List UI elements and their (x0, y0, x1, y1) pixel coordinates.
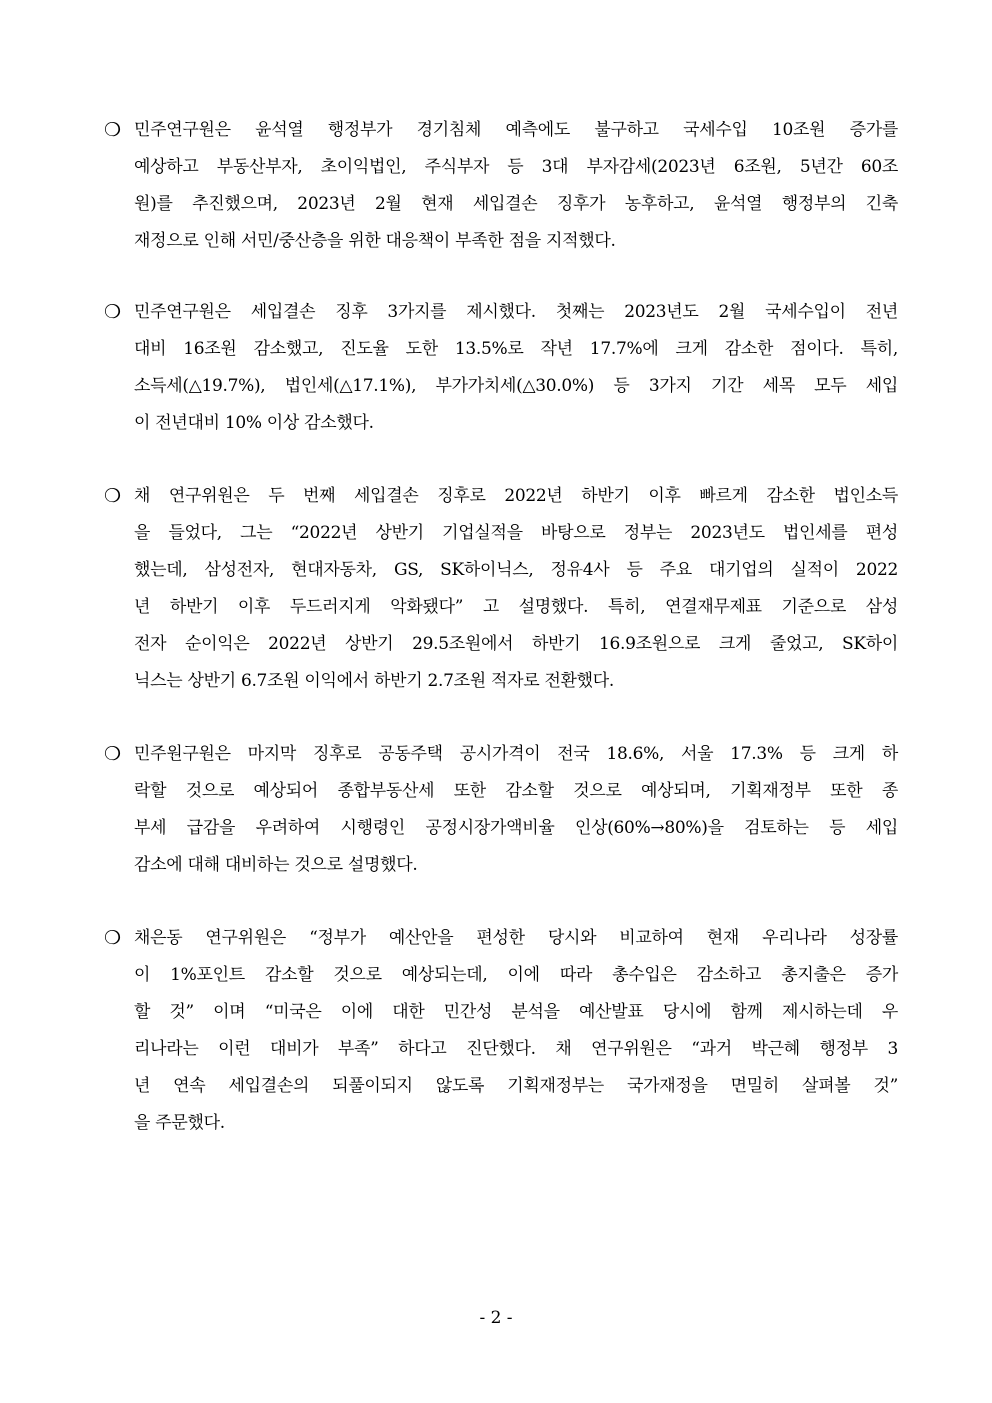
text-line: 민주연구원은 세입결손 징후 3가지를 제시했다. 첫째는 2023년도 2월 국세수입이 전년 (134, 302, 898, 322)
text-line: 이 전년대비 10% 이상 감소했다. (134, 413, 374, 433)
text-line: 락할 것으로 예상되어 종합부동산세 또한 감소할 것으로 예상되며, 기획재정부 또한 종 (134, 781, 898, 801)
text-line: 재정으로 인해 서민/중산층을 위한 대응책이 부족한 점을 지적했다. (134, 231, 616, 251)
text-line: 원)를 추진했으며, 2023년 2월 현재 세입결손 징후가 농후하고, 윤석열 행정부의 긴축 (134, 194, 898, 214)
text-line: 리나라는 이런 대비가 부족” 하다고 진단했다. 채 연구위원은 “과거 박근혜 행정부 3 (134, 1039, 898, 1059)
text-line: 이 1%포인트 감소할 것으로 예상되는데, 이에 따라 총수입은 감소하고 총지출은 증가 (134, 965, 898, 985)
text-line: 채은동 연구위원은 “정부가 예산안을 편성한 당시와 비교하여 현재 우리나라 성장률 (134, 928, 898, 948)
text-line: 전자 순이익은 2022년 상반기 29.5조원에서 하반기 16.9조원으로 크게 줄었고, SK하이 (134, 634, 898, 654)
text-line: 년 연속 세입결손의 되풀이되지 않도록 기획재정부는 국가재정을 면밀히 살펴볼 것” (134, 1076, 898, 1096)
text-line: 민주연구원은 윤석열 행정부가 경기침체 예측에도 불구하고 국세수입 10조원 증가를 (134, 120, 898, 140)
text-line: 예상하고 부동산부자, 초이익법인, 주식부자 등 3대 부자감세(2023년 6조원, 5년간 60조 (134, 157, 898, 177)
text-line: 닉스는 상반기 6.7조원 이익에서 하반기 2.7조원 적자로 전환했다. (134, 671, 615, 691)
page-number: - 2 - (479, 1308, 513, 1328)
text-line: 감소에 대해 대비하는 것으로 설명했다. (134, 855, 418, 875)
text-line: 부세 급감을 우려하여 시행령인 공정시장가액비율 인상(60%→80%)을 검토하는 등 세입 (134, 818, 898, 838)
text-line: 소득세(△19.7%), 법인세(△17.1%), 부가가치세(△30.0%) 등 3가지 기간 세목 모두 세입 (134, 376, 898, 396)
bullet-icon: ❍ (104, 119, 122, 141)
text-line: 민주원구원은 마지막 징후로 공동주택 공시가격이 전국 18.6%, 서울 17.3% 등 크게 하 (134, 744, 898, 764)
text-line: 년 하반기 이후 두드러지게 악화됐다” 고 설명했다. 특히, 연결재무제표 기준으로 삼성 (134, 597, 898, 617)
text-line: 을 들었다, 그는 “2022년 상반기 기업실적을 바탕으로 정부는 2023년도 법인세를 편성 (134, 523, 898, 543)
bullet-icon: ❍ (104, 927, 122, 949)
bullet-icon: ❍ (104, 485, 122, 507)
text-line: 할 것” 이며 “미국은 이에 대한 민간성 분석을 예산발표 당시에 함께 제시하는데 우 (134, 1002, 898, 1022)
text-line: 했는데, 삼성전자, 현대자동차, GS, SK하이닉스, 정유4사 등 주요 대기업의 실적이 2022 (134, 560, 898, 580)
bullet-icon: ❍ (104, 301, 122, 323)
text-line: 을 주문했다. (134, 1113, 225, 1133)
text-line: 대비 16조원 감소했고, 진도율 도한 13.5%로 작년 17.7%에 크게 감소한 점이다. 특히, (134, 339, 898, 359)
bullet-icon: ❍ (104, 743, 122, 765)
text-line: 채 연구위원은 두 번째 세입결손 징후로 2022년 하반기 이후 빠르게 감소한 법인소득 (134, 486, 898, 506)
